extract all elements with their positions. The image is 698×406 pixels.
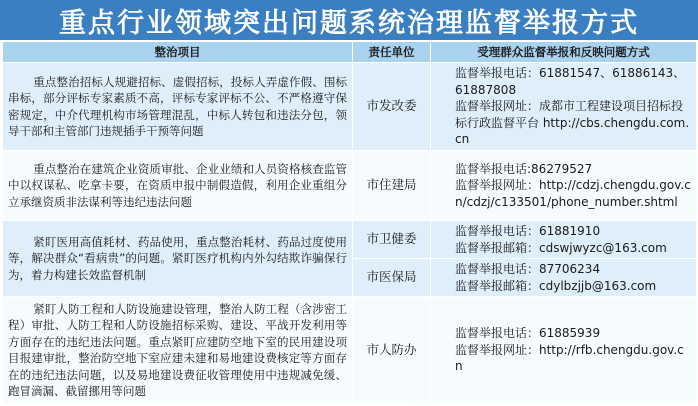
- contact-cell: [431, 221, 697, 259]
- title-bar: [0, 0, 698, 40]
- unit-cell: 市发改委: [353, 63, 431, 151]
- report-email: 监督举报邮箱：cdylbzjjb@163.com: [455, 278, 657, 293]
- table-row: [3, 151, 697, 221]
- table-row: [3, 297, 697, 404]
- page-title: 重点行业领域突出问题系统治理监督举报方式: [59, 7, 639, 39]
- header-contact: 受理群众监督举报和反映问题方式: [431, 42, 697, 63]
- unit-cell: 市卫健委: [353, 221, 431, 259]
- report-phone: 监督举报电话:86279527: [455, 161, 593, 176]
- table-header-row: [3, 42, 697, 63]
- report-website: 监督举报网址：http://rfb.chengdu.gov.cn: [455, 342, 684, 374]
- unit-cell: 市医保局: [353, 259, 431, 297]
- contact-cell: [431, 297, 697, 404]
- report-phone: 监督举报电话：61881910: [455, 224, 601, 238]
- contact-cell: [431, 63, 697, 151]
- header-unit: 责任单位: [353, 42, 431, 63]
- report-phone: 监督举报电话：61881547、61886143、61887808: [455, 66, 686, 97]
- project-cell: 重点整治招标人规避招标、虚假招标，投标人弄虚作假、围标串标，部分评标专家素质不高，评标专家评标不公、不严格遵守保密规定，中介代理机构市场管理混乱，中标人转包和违法分包，领导干部和主管部门违规插手干预等问题: [3, 63, 353, 151]
- contact-cell: [431, 151, 697, 221]
- report-website: 监督举报网址：成都市工程建设项目招标投标行政监督平台 http://cbs.chengdu.com.cn: [455, 99, 690, 147]
- report-phone: 监督举报电话：87706234: [455, 262, 601, 276]
- report-channels-table: [2, 41, 697, 404]
- project-cell: 紧盯人防工程和人防设施建设管理，整治人防工程（含涉密工程）审批、人防工程和人防设施招标采购、建设、平战开发利用等方面存在的违纪违法问题。重点紧盯应建防空地下室的民用建设项目报建审批，整治防空地下室应建未建和易地建设费核定等方面存在的违纪违法问题，以及易地建设费征收管理使用中违规减免缓、跑冒滴漏、截留挪用等问题: [3, 297, 353, 404]
- unit-cell: 市人防办: [353, 297, 431, 404]
- report-email: 监督举报邮箱：cdswjwyzc@163.com: [455, 240, 667, 255]
- header-project: 整治项目: [3, 42, 353, 63]
- project-cell: 紧盯医用高值耗材、药品使用，重点整治耗材、药品过度使用等，解决群众“看病贵”的问题。紧盯医疗机构内外勾结欺诈骗保行为，着力构建长效监督机制: [3, 221, 353, 297]
- table-row: [3, 221, 697, 259]
- report-website: 监督举报网址：http://cdzj.chengdu.gov.cn/cdzj/c133501/phone_number.shtml: [455, 178, 691, 209]
- table-row: [3, 63, 697, 151]
- contact-cell: [431, 259, 697, 297]
- unit-cell: 市住建局: [353, 151, 431, 221]
- project-cell: 重点整治在建筑企业资质审批、企业业绩和人员资格核查监管中以权谋私、吃拿卡要，在资质申报中制假造假，利用企业重组分立承继资质非法谋利等违纪违法问题: [3, 151, 353, 221]
- report-phone: 监督举报电话：61885939: [455, 326, 601, 341]
